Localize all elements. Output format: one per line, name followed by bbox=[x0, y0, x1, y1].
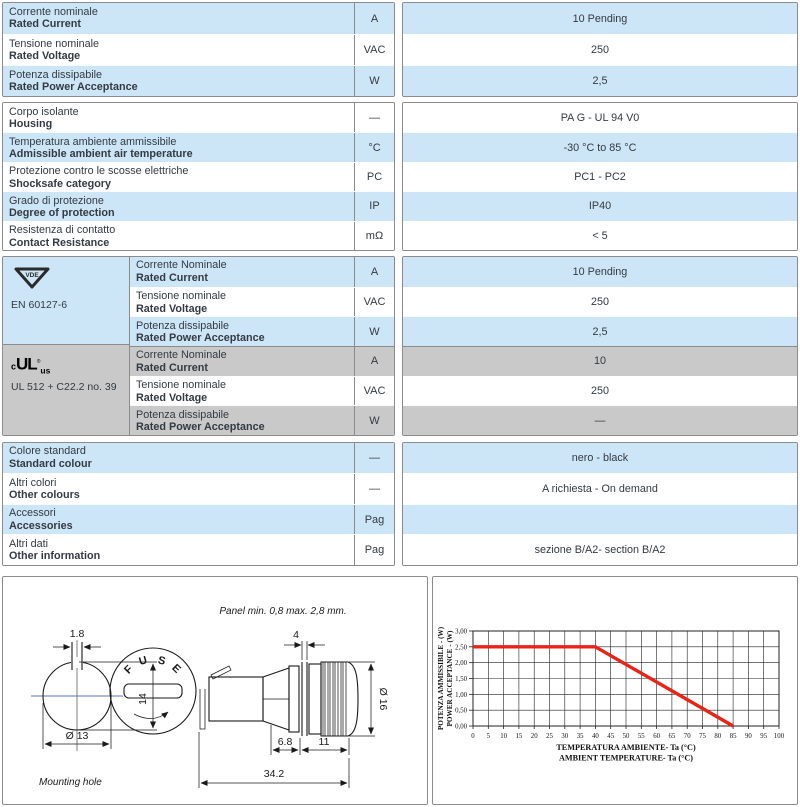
x-tick-label: 40 bbox=[592, 732, 599, 740]
spec-table-general bbox=[2, 102, 798, 251]
label-italian: Tensione nominale bbox=[9, 37, 100, 50]
spec-row bbox=[3, 443, 394, 474]
label-english: Housing bbox=[9, 118, 53, 131]
row-label bbox=[3, 133, 354, 161]
row-label bbox=[3, 103, 354, 132]
ratings-table-left bbox=[2, 2, 395, 97]
x-tick-label: 55 bbox=[637, 732, 645, 740]
mounting-hole-drawing bbox=[31, 628, 157, 788]
row-label bbox=[3, 163, 354, 191]
unit-cell: W bbox=[354, 317, 394, 346]
dim-panel-thickness: 4 bbox=[293, 628, 299, 641]
label-italian: Accessori bbox=[9, 507, 56, 520]
spec-row bbox=[130, 405, 394, 435]
label-italian: Altri colori bbox=[9, 476, 57, 489]
colours-table-values bbox=[402, 442, 798, 566]
row-value: -30 °C to 85 °C bbox=[403, 132, 797, 161]
y-tick-label: 1,00 bbox=[455, 691, 467, 699]
x-axis-title: TEMPERATURA AMBIENTE- Ta (°C) bbox=[556, 742, 696, 752]
label-italian: Temperatura ambiente ammissibile bbox=[9, 135, 177, 148]
label-english: Accessories bbox=[9, 519, 73, 532]
vde-logo-icon bbox=[11, 265, 53, 291]
x-tick-label: 5 bbox=[486, 732, 491, 740]
approvals-values bbox=[402, 256, 798, 436]
label-italian: Grado di protezione bbox=[9, 194, 104, 207]
knurl-hatching bbox=[323, 662, 346, 736]
unit-cell: PC bbox=[354, 163, 394, 191]
row-label bbox=[3, 66, 354, 96]
row-label bbox=[130, 347, 354, 376]
x-tick-label: 10 bbox=[500, 732, 507, 740]
colours-table-left bbox=[2, 442, 395, 566]
label-english: Rated Voltage bbox=[136, 391, 208, 404]
spec-row bbox=[3, 221, 394, 250]
y-tick-label: 0,50 bbox=[455, 707, 467, 715]
unit-cell: °C bbox=[354, 133, 394, 161]
x-tick-label: 35 bbox=[576, 732, 584, 740]
row-label bbox=[3, 505, 354, 535]
approvals-logo-column bbox=[3, 257, 129, 435]
y-tick-label: 1,50 bbox=[455, 675, 467, 683]
x-tick-label: 85 bbox=[729, 732, 737, 740]
spec-table-colours bbox=[2, 442, 798, 566]
row-label bbox=[3, 474, 354, 504]
y-axis-title: POTENZA AMMISSIBILE - (W) bbox=[437, 626, 445, 731]
x-tick-label: 75 bbox=[699, 732, 706, 740]
unit-cell: IP bbox=[354, 192, 394, 220]
dim-total-length: 34.2 bbox=[263, 767, 285, 780]
bottom-panels bbox=[2, 576, 798, 805]
svg-text:S: S bbox=[156, 654, 167, 668]
y-axis-title: POWER ACCEPTANCE - (W) bbox=[446, 630, 454, 727]
spec-row bbox=[130, 316, 394, 346]
row-value: 250 bbox=[403, 376, 797, 406]
y-tick-label: 3,00 bbox=[455, 628, 467, 636]
x-tick-label: 60 bbox=[653, 732, 660, 740]
label-italian: Resistenza di contatto bbox=[9, 224, 116, 237]
svg-text:F: F bbox=[122, 663, 136, 677]
row-value: nero - black bbox=[403, 443, 797, 474]
x-tick-label: 20 bbox=[530, 732, 538, 740]
row-value: sezione B/A2- section B/A2 bbox=[403, 534, 797, 565]
dimension-drawing-panel bbox=[2, 576, 428, 805]
label-english: Other information bbox=[9, 550, 101, 563]
row-label bbox=[3, 443, 354, 474]
label-italian: Potenza dissipabile bbox=[136, 319, 230, 332]
dim-length-b: 11 bbox=[318, 735, 330, 748]
derating-chart-panel bbox=[432, 576, 798, 805]
row-label bbox=[130, 257, 354, 287]
approvals-table bbox=[2, 256, 798, 436]
collar bbox=[289, 666, 299, 732]
approvals-table-left bbox=[2, 256, 395, 436]
mounting-hole-caption: Mounting hole bbox=[39, 776, 102, 788]
row-label bbox=[130, 406, 354, 435]
row-value: A richiesta - On demand bbox=[403, 473, 797, 504]
row-value: 2,5 bbox=[403, 65, 797, 96]
label-english: Rated Power Acceptance bbox=[136, 332, 265, 345]
dim-length-a: 6.8 bbox=[277, 735, 293, 748]
vde-standard: EN 60127-6 bbox=[11, 298, 68, 311]
unit-cell: mΩ bbox=[354, 222, 394, 250]
svg-text:U: U bbox=[137, 654, 149, 668]
x-tick-label: 25 bbox=[546, 732, 553, 740]
label-italian: Colore standard bbox=[9, 445, 86, 458]
body bbox=[209, 677, 263, 721]
y-tick-label: 2,00 bbox=[455, 660, 467, 668]
spec-row bbox=[3, 504, 394, 535]
svg-text:VDE: VDE bbox=[25, 271, 39, 279]
row-value: 10 Pending bbox=[403, 257, 797, 287]
spec-row bbox=[3, 534, 394, 565]
label-english: Rated Power Acceptance bbox=[136, 421, 265, 434]
unit-cell: A bbox=[354, 3, 394, 34]
approvals-rows bbox=[129, 257, 394, 435]
label-english: Rated Current bbox=[136, 272, 208, 285]
derating-chart bbox=[433, 577, 797, 804]
unit-cell: W bbox=[354, 406, 394, 435]
row-value: IP40 bbox=[403, 191, 797, 220]
unit-cell: A bbox=[354, 257, 394, 287]
row-value: 10 bbox=[403, 346, 797, 376]
general-table-values bbox=[402, 102, 798, 251]
unit-cell: Pag bbox=[354, 535, 394, 565]
label-italian: Tensione nominale bbox=[136, 379, 227, 392]
row-value: PA G - UL 94 V0 bbox=[403, 103, 797, 132]
general-table-left bbox=[2, 102, 395, 251]
label-english: Rated Voltage bbox=[9, 50, 81, 63]
row-value: < 5 bbox=[403, 221, 797, 250]
x-tick-label: 0 bbox=[471, 732, 475, 740]
label-english: Contact Resistance bbox=[9, 236, 110, 249]
dimension-drawing bbox=[3, 577, 427, 804]
unit-cell: — bbox=[354, 474, 394, 504]
row-value: 10 Pending bbox=[403, 3, 797, 34]
row-label bbox=[3, 222, 354, 250]
row-value: PC1 - PC2 bbox=[403, 162, 797, 191]
row-label bbox=[130, 317, 354, 346]
x-tick-label: 95 bbox=[760, 732, 768, 740]
unit-cell: — bbox=[354, 443, 394, 474]
label-italian: Potenza dissipabile bbox=[136, 408, 230, 421]
x-tick-label: 45 bbox=[607, 732, 615, 740]
spec-row bbox=[130, 376, 394, 406]
label-english: Degree of protection bbox=[9, 207, 115, 220]
unit-cell: A bbox=[354, 347, 394, 376]
label-english: Rated Voltage bbox=[136, 302, 208, 315]
row-value bbox=[403, 504, 797, 535]
x-tick-label: 100 bbox=[773, 732, 785, 740]
dim-cap-diameter: Ø 16 bbox=[377, 687, 389, 711]
panel-thickness-note: Panel min. 0,8 max. 2,8 mm. bbox=[219, 605, 347, 617]
y-tick-label: 2,50 bbox=[455, 644, 467, 652]
fuseholder-side-view bbox=[200, 662, 358, 736]
spec-row bbox=[3, 473, 394, 504]
x-tick-label: 15 bbox=[515, 732, 523, 740]
side-view-dimensions bbox=[199, 629, 389, 788]
knurled-cap bbox=[321, 662, 358, 736]
x-axis-title: AMBIENT TEMPERATURE- Ta (°C) bbox=[558, 753, 694, 763]
x-tick-label: 80 bbox=[714, 732, 722, 740]
unit-cell: VAC bbox=[354, 288, 394, 317]
label-english: Other colours bbox=[9, 489, 80, 502]
spec-row bbox=[3, 34, 394, 65]
label-italian: Corpo isolante bbox=[9, 105, 79, 118]
x-tick-label: 50 bbox=[622, 732, 630, 740]
x-tick-label: 90 bbox=[745, 732, 752, 740]
spec-row bbox=[3, 3, 394, 34]
x-tick-label: 70 bbox=[683, 732, 691, 740]
ratings-table-values bbox=[402, 2, 798, 97]
label-english: Standard colour bbox=[9, 457, 92, 470]
unit-cell: Pag bbox=[354, 505, 394, 535]
rotation-arrow bbox=[134, 712, 168, 719]
label-italian: Protezione contro le scosse elettriche bbox=[9, 165, 189, 178]
label-italian: Corrente nominale bbox=[9, 5, 98, 18]
nut bbox=[309, 664, 321, 734]
label-english: Shocksafe category bbox=[9, 177, 112, 190]
label-english: Admissible ambient air temperature bbox=[9, 148, 193, 161]
dim-hole-height: 14 bbox=[137, 693, 149, 705]
spec-row bbox=[3, 191, 394, 220]
row-value: 250 bbox=[403, 34, 797, 65]
row-label bbox=[130, 377, 354, 406]
unit-cell: W bbox=[354, 66, 394, 96]
unit-cell: — bbox=[354, 103, 394, 132]
dim-notch-width: 1.8 bbox=[69, 627, 85, 640]
label-english: Rated Current bbox=[9, 18, 81, 31]
series-power-derating bbox=[473, 647, 733, 726]
y-tick-label: 0,00 bbox=[455, 723, 467, 731]
row-label bbox=[3, 192, 354, 220]
unit-cell: VAC bbox=[354, 377, 394, 406]
spec-row bbox=[130, 346, 394, 376]
dim-hole-diameter: Ø 13 bbox=[65, 729, 89, 742]
label-italian: Altri dati bbox=[9, 537, 49, 550]
row-label bbox=[3, 3, 354, 34]
row-value: 2,5 bbox=[403, 316, 797, 346]
x-tick-label: 65 bbox=[668, 732, 676, 740]
label-italian: Potenza dissipabile bbox=[9, 68, 103, 81]
spec-row bbox=[3, 103, 394, 132]
x-tick-label: 30 bbox=[561, 732, 569, 740]
ul-standard: UL 512 + C22.2 no. 39 bbox=[11, 380, 117, 393]
ul-logo-icon: cUL®$_{us}$ bbox=[11, 354, 51, 376]
label-italian: Tensione nominale bbox=[136, 290, 227, 303]
row-value: 250 bbox=[403, 287, 797, 317]
vde-approval-cell bbox=[3, 257, 129, 344]
label-italian: Corrente Nominale bbox=[136, 349, 227, 362]
unit-cell: VAC bbox=[354, 35, 394, 65]
row-label bbox=[3, 35, 354, 65]
spec-row bbox=[130, 257, 394, 287]
svg-text:E: E bbox=[169, 661, 183, 676]
row-value: — bbox=[403, 405, 797, 435]
spec-row bbox=[130, 287, 394, 317]
terminal-side bbox=[200, 689, 205, 729]
spec-table-ratings bbox=[2, 2, 798, 97]
row-label bbox=[3, 535, 354, 565]
label-english: Rated Current bbox=[136, 362, 208, 375]
row-label bbox=[130, 288, 354, 317]
label-english: Rated Power Acceptance bbox=[9, 81, 138, 94]
ul-approval-cell bbox=[3, 344, 129, 434]
label-italian: Corrente Nominale bbox=[136, 259, 227, 272]
spec-row bbox=[3, 65, 394, 96]
spec-row bbox=[3, 132, 394, 161]
spec-row bbox=[3, 162, 394, 191]
